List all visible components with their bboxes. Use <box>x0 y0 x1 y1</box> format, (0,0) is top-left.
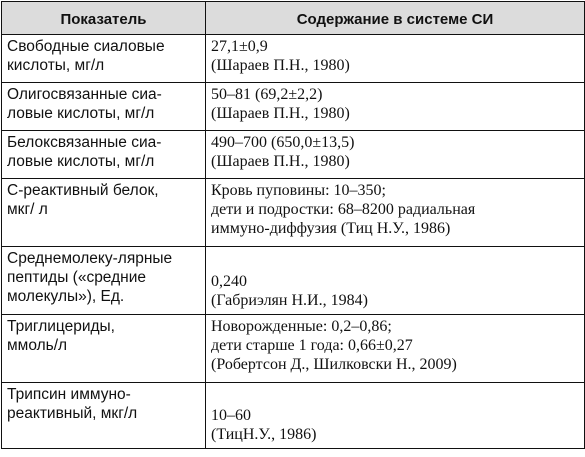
indicator-line: реактивный, мкг/л <box>7 405 138 422</box>
value-line: 10–60 <box>211 407 251 424</box>
value-line: (ТицН.У., 1986) <box>211 426 317 443</box>
indicator-line: Свободные сиаловые <box>7 38 165 55</box>
value-line: дети старше 1 года: 0,66±0,27 <box>211 337 413 354</box>
value-cell <box>206 83 585 131</box>
value-line: (Шараев П.Н., 1980) <box>211 153 350 170</box>
value-cell <box>206 383 585 449</box>
indicator-line: кислоты, мг/л <box>7 57 105 74</box>
table-row <box>2 315 585 383</box>
value-line: (Габриэлян Н.И., 1984) <box>211 292 368 309</box>
indicator-line: Триглицериды, <box>7 318 115 335</box>
value-line: 27,1±0,9 <box>211 38 268 55</box>
value-cell <box>206 179 585 247</box>
reference-values-table <box>1 1 585 449</box>
value-cell <box>206 35 585 83</box>
value-line: (Шараев П.Н., 1980) <box>211 57 350 74</box>
indicator-cell <box>2 35 206 83</box>
header-indicator: Показатель <box>2 2 206 35</box>
indicator-cell <box>2 131 206 179</box>
indicator-line: ммоль/л <box>7 337 68 354</box>
indicator-cell <box>2 383 206 449</box>
value-line: (Шараев П.Н., 1980) <box>211 105 350 122</box>
value-line: Новорожденные: 0,2–0,86; <box>211 318 392 335</box>
value-line: 50–81 (69,2±2,2) <box>211 86 323 103</box>
indicator-line: ловые кислоты, мг/л <box>7 105 155 122</box>
indicator-cell <box>2 315 206 383</box>
table-row <box>2 383 585 449</box>
table-header-row <box>2 2 585 35</box>
value-line: дети и подростки: 68–8200 радиальная <box>211 201 476 218</box>
value-line: (Робертсон Д., Шилковски Н., 2009) <box>211 356 457 373</box>
value-line: 0,240 <box>211 273 247 290</box>
table-row <box>2 247 585 315</box>
value-line: иммуно-диффузия (Тиц Н.У., 1986) <box>211 220 451 237</box>
table-row <box>2 179 585 247</box>
value-cell <box>206 131 585 179</box>
indicator-line: Трипсин иммуно- <box>7 386 131 403</box>
indicator-line: Среднемолеку-лярные <box>7 250 173 267</box>
indicator-line: С-реактивный белок, <box>7 182 159 199</box>
table-row <box>2 131 585 179</box>
table-row <box>2 83 585 131</box>
value-line: Кровь пуповины: 10–350; <box>211 182 386 199</box>
indicator-cell <box>2 83 206 131</box>
indicator-line: пептиды («средние <box>7 269 146 286</box>
value-cell <box>206 247 585 315</box>
value-cell <box>206 315 585 383</box>
indicator-line: мкг/ л <box>7 201 48 218</box>
table-row <box>2 35 585 83</box>
indicator-cell <box>2 179 206 247</box>
value-line: 490–700 (650,0±13,5) <box>211 134 355 151</box>
indicator-line: молекулы»), Ед. <box>7 288 125 305</box>
indicator-line: Белоксвязанные сиа- <box>7 134 162 151</box>
indicator-line: Олигосвязанные сиа- <box>7 86 162 103</box>
indicator-line: ловые кислоты, мг/л <box>7 153 155 170</box>
indicator-cell <box>2 247 206 315</box>
header-si-content: Содержание в системе СИ <box>206 2 585 35</box>
